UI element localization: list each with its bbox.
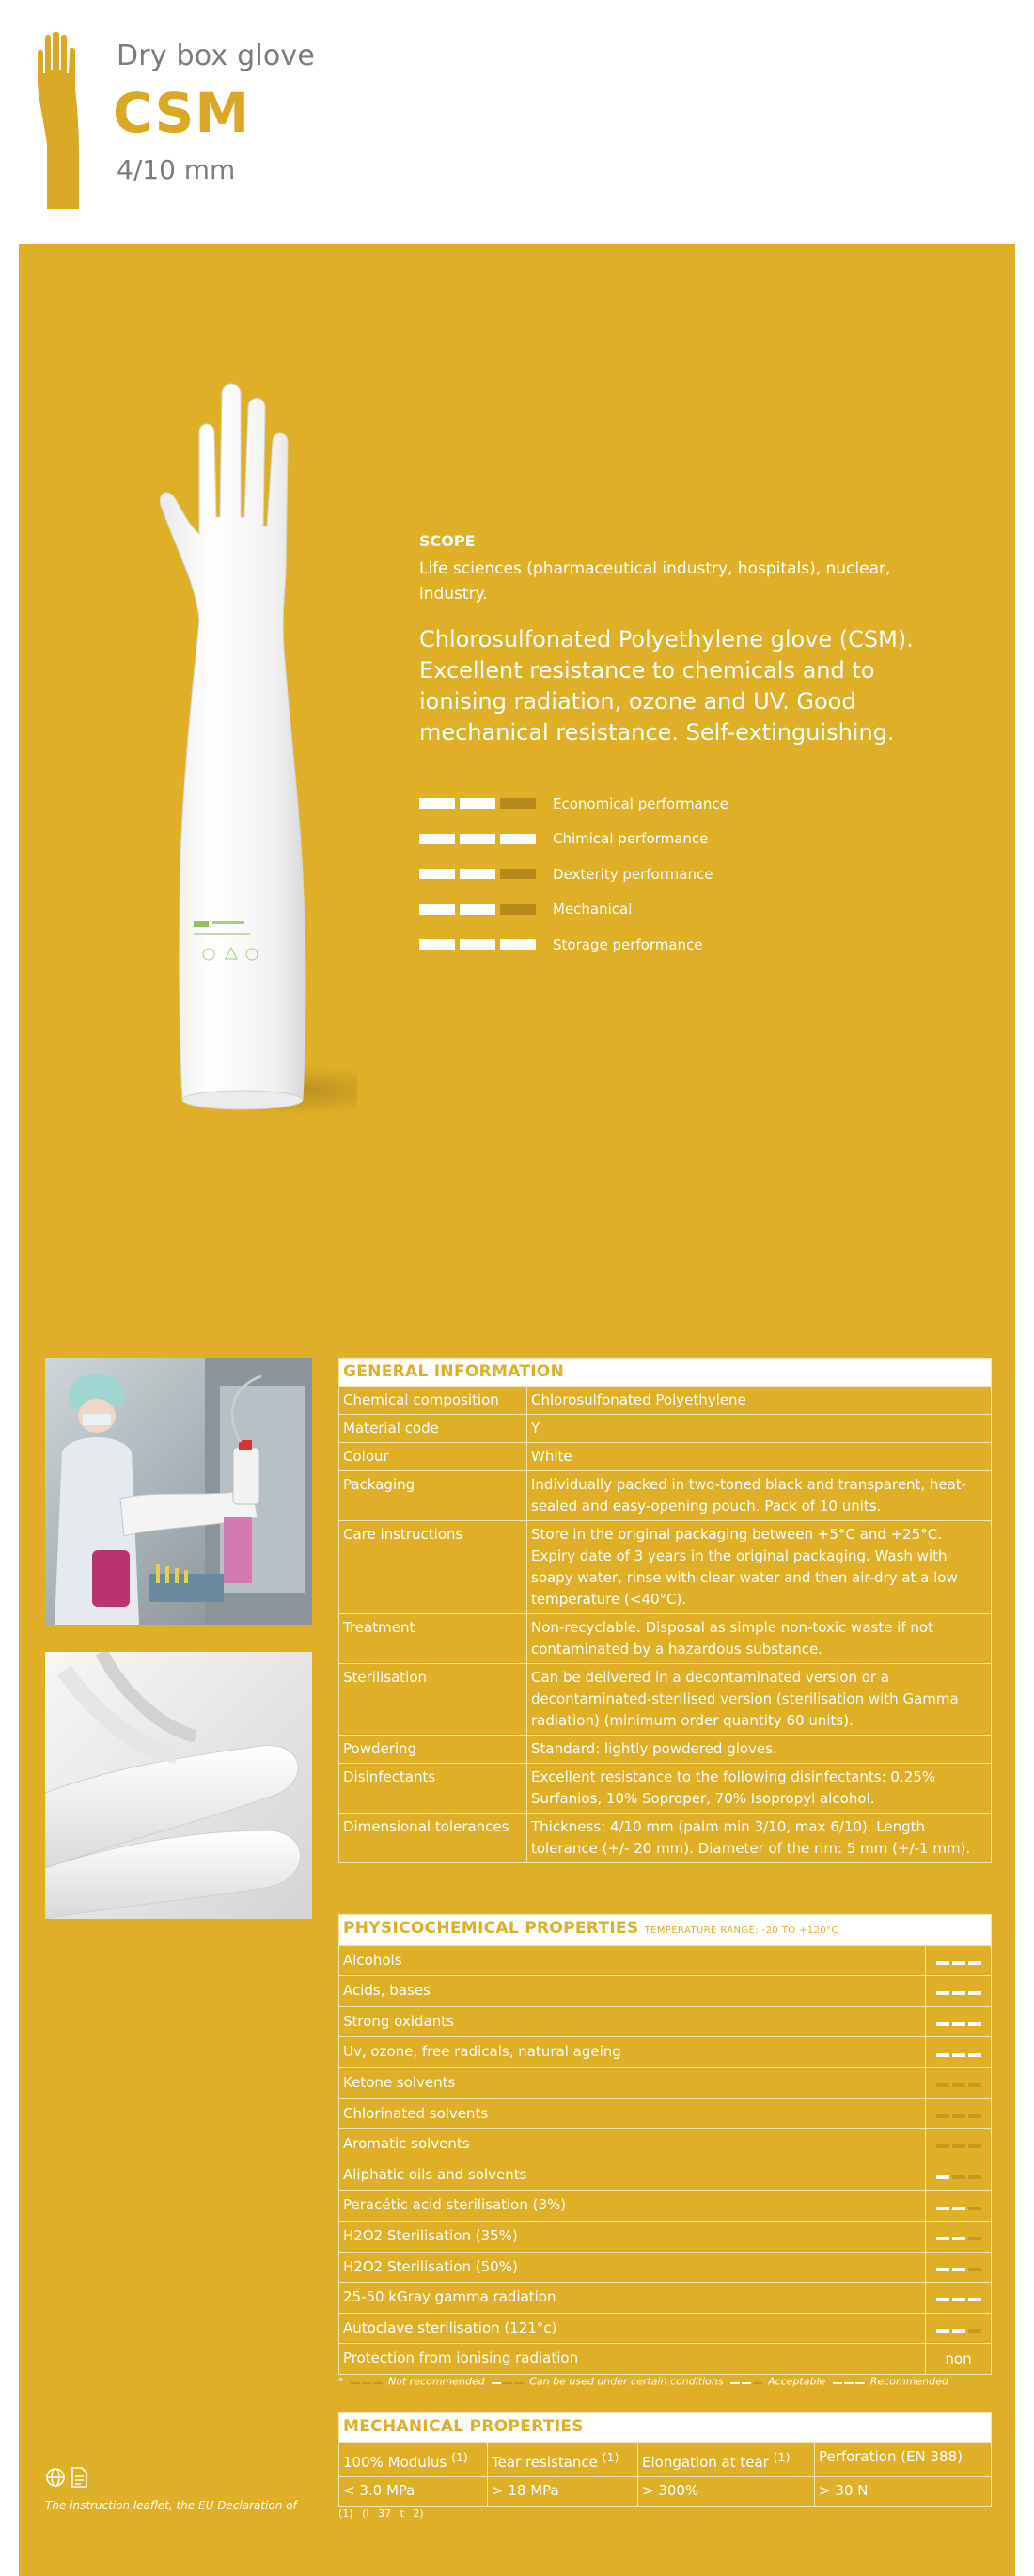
row-value: Non-recyclable. Disposal as simple non-toxic waste if not contaminated by a hazardous substance. [527, 1614, 992, 1664]
table-row [339, 1614, 992, 1664]
product-thickness: 4/10 mm [117, 154, 236, 185]
rating-bars [419, 798, 549, 809]
property-label: Ketone solvents [339, 2067, 926, 2098]
rating-dash-filled [968, 2022, 981, 2026]
property-rating [926, 2191, 992, 2222]
table-row [339, 2098, 992, 2129]
table-row [339, 1471, 992, 1521]
rating-bar-filled [460, 904, 495, 915]
property-label: Aromatic solvents [339, 2129, 926, 2160]
performance-label: Storage performance [553, 935, 703, 953]
table-row [339, 2313, 992, 2344]
table-row [339, 2067, 992, 2098]
property-label: Protection from ionising radiation [339, 2344, 926, 2375]
physicochemical-title: PHYSICOCHEMICAL PROPERTIES [343, 1919, 639, 1938]
performance-ratings [419, 786, 908, 963]
table-row [339, 1415, 992, 1443]
property-rating [926, 2160, 992, 2191]
rating-dash-filled [968, 1961, 981, 1965]
column-header: 100% Modulus $^{(1)}$ [339, 2443, 488, 2477]
rating-dash-filled [952, 2298, 965, 2301]
legend-bars-recommended [833, 2375, 867, 2387]
row-key: Colour [339, 1443, 527, 1471]
rating-bar-filled [500, 834, 536, 844]
row-value: Individually packed in two-toned black and transparent, heat-sealed and easy-opening pouch. Pack of 10 units. [527, 1471, 992, 1521]
rating-bar-filled [460, 834, 495, 844]
rating-bar-filled [419, 904, 455, 915]
rating-dash-filled [952, 2237, 965, 2240]
property-rating [926, 2129, 992, 2160]
rating-dash-filled [936, 2207, 949, 2210]
table-row [339, 1945, 992, 1976]
scope-heading: SCOPE [419, 532, 476, 550]
rating-bars [419, 834, 549, 844]
mechanical-heading: MECHANICAL PROPERTIES [339, 2413, 992, 2443]
rating-indicator [936, 2053, 981, 2057]
rating-dash-empty [968, 2083, 981, 2087]
table-row [339, 1387, 992, 1415]
performance-row [419, 892, 908, 928]
cell-value: > 30 N [815, 2477, 992, 2507]
rating-dash-empty [968, 2207, 981, 2210]
rating-dash-empty [968, 2268, 981, 2271]
rating-dash-filled [952, 1961, 965, 1965]
performance-row [419, 822, 908, 857]
rating-indicator [936, 2207, 981, 2210]
property-label: Peracétic acid sterilisation (3%) [339, 2191, 926, 2222]
legend-recommended: Recommended [870, 2375, 948, 2388]
table-row [339, 2283, 992, 2314]
rating-dash-empty [952, 2175, 965, 2179]
footnote: (1) (I 37 t 2) [338, 2507, 424, 2520]
physicochemical-properties-table [338, 1914, 992, 2375]
rating-dash-filled [952, 2022, 965, 2026]
property-label: Strong oxidants [339, 2006, 926, 2037]
table-row [339, 1443, 992, 1471]
rating-indicator [936, 2022, 981, 2026]
property-rating [926, 2006, 992, 2037]
performance-label: Mechanical [553, 901, 633, 919]
row-key: Chemical composition [339, 1387, 527, 1415]
property-rating [926, 2098, 992, 2129]
rating-indicator [936, 2083, 981, 2087]
rating-dash-empty [968, 2237, 981, 2240]
rating-bar-filled [419, 869, 455, 879]
row-key: Material code [339, 1415, 527, 1443]
table-row [339, 2160, 992, 2191]
cell-value: < 3.0 MPa [339, 2477, 488, 2507]
column-header: Elongation at tear $^{(1)}$ [638, 2443, 815, 2477]
property-label: Autoclave sterilisation (121°c) [339, 2313, 926, 2344]
legend-star: * [338, 2375, 344, 2388]
property-label: Alcohols [339, 1945, 926, 1976]
legend-not-recommended: Not recommended [388, 2375, 485, 2388]
property-rating [926, 2313, 992, 2344]
rating-dash-filled [952, 2207, 965, 2210]
rating-dash-empty [952, 2144, 965, 2148]
table-row [339, 2037, 992, 2068]
rating-bar-empty [500, 798, 536, 809]
table-row [339, 2344, 992, 2375]
physicochemical-heading [339, 1915, 992, 1946]
rating-bar-filled [460, 798, 495, 809]
table-row [339, 1976, 992, 2007]
rating-bars [419, 904, 549, 915]
product-title: CSM [113, 81, 251, 145]
row-value: Store in the original packaging between +5°C and +25°C. Expiry date of 3 years in the original packaging. Wash with soapy water, rinse with clear water and then air-dry at a low temperature (<40°C). [527, 1521, 992, 1614]
scope-text: Life sciences (pharmaceutical industry, hospitals), nuclear, industry. [419, 559, 891, 604]
temperature-range: TEMPERATURE RANGE: -20 TO +120°C [644, 1925, 838, 1936]
performance-label: Chimical performance [553, 830, 709, 848]
cell-value: > 18 MPa [488, 2477, 638, 2507]
glove-product-image [141, 367, 357, 1128]
globe-icon[interactable] [45, 2467, 66, 2488]
row-key: Powdering [339, 1736, 527, 1764]
property-label: 25-50 kGray gamma radiation [339, 2283, 926, 2314]
footer-note: The instruction leaflet, the EU Declaration of [45, 2499, 297, 2512]
property-rating [926, 2283, 992, 2314]
rating-dash-empty [968, 2175, 981, 2179]
rating-legend [338, 2375, 948, 2389]
table-row [339, 1764, 992, 1814]
rating-bar-filled [460, 869, 495, 879]
table-header-row [339, 2443, 992, 2477]
document-icon[interactable] [70, 2467, 88, 2488]
property-rating [926, 2221, 992, 2252]
performance-row [419, 786, 908, 822]
row-value: Excellent resistance to the following disinfectants: 0.25% Surfanios, 10% Soproper, 70% Isopropyl alcohol. [527, 1764, 992, 1814]
rating-bar-empty [500, 869, 536, 879]
table-row [339, 1664, 992, 1736]
glove-logo-icon [34, 32, 88, 209]
table-row [339, 2191, 992, 2222]
rating-dash-filled [952, 1991, 965, 1995]
rating-bar-filled [419, 798, 455, 809]
performance-row [419, 856, 908, 892]
row-value: Y [527, 1415, 992, 1443]
rating-dash-filled [968, 2053, 981, 2057]
rating-dash-empty [936, 2114, 949, 2118]
rating-dash-filled [952, 2268, 965, 2271]
product-description: Chlorosulfonated Polyethylene glove (CSM). Excellent resistance to chemicals and to ionising radiation, ozone and UV. Good mechanical resistance. Self-extinguishing. [419, 626, 914, 746]
column-header: Perforation (EN 388) [815, 2443, 992, 2477]
rating-dash-empty [952, 2083, 965, 2087]
rating-dash-filled [968, 2298, 981, 2301]
row-key: Sterilisation [339, 1664, 527, 1736]
rating-dash-filled [936, 2237, 949, 2240]
property-label: H2O2 Sterilisation (50%) [339, 2252, 926, 2283]
rating-bar-filled [419, 834, 455, 844]
rating-dash-filled [936, 1991, 949, 1995]
performance-label: Dexterity performance [553, 865, 713, 883]
rating-bar-filled [460, 939, 495, 950]
row-value: White [527, 1443, 992, 1471]
performance-label: Economical performance [553, 794, 728, 812]
property-rating [926, 2252, 992, 2283]
rating-indicator [936, 2268, 981, 2271]
rating-dash-empty [968, 2329, 981, 2333]
property-label: Uv, ozone, free radicals, natural ageing [339, 2037, 926, 2068]
property-label: Aliphatic oils and solvents [339, 2160, 926, 2191]
rating-indicator [936, 2298, 981, 2301]
rating-indicator [936, 2237, 981, 2240]
property-rating-text: non [926, 2344, 992, 2375]
row-key: Treatment [339, 1614, 527, 1664]
rating-dash-filled [968, 1991, 981, 1995]
general-information-heading: GENERAL INFORMATION [339, 1359, 992, 1387]
rating-bars [419, 869, 549, 879]
product-subtitle: Dry box glove [117, 39, 316, 72]
property-rating [926, 1976, 992, 2007]
property-label: Acids, bases [339, 1976, 926, 2007]
property-label: H2O2 Sterilisation (35%) [339, 2221, 926, 2252]
table-row [339, 2252, 992, 2283]
legend-bars-conditions [492, 2375, 525, 2387]
rating-dash-filled [952, 2053, 965, 2057]
glove-closeup-photo [45, 1652, 312, 1919]
property-label: Chlorinated solvents [339, 2098, 926, 2129]
row-key: Disinfectants [339, 1764, 527, 1814]
property-rating [926, 2037, 992, 2068]
legend-bars-acceptable [730, 2375, 764, 2387]
rating-indicator [936, 2175, 981, 2179]
table-row [339, 2221, 992, 2252]
legend-acceptable: Acceptable [768, 2375, 826, 2388]
table-row [339, 1736, 992, 1764]
row-value: Chlorosulfonated Polyethylene [527, 1387, 992, 1415]
property-rating [926, 1945, 992, 1976]
table-row [339, 2129, 992, 2160]
rating-indicator [936, 2329, 981, 2333]
rating-dash-filled [952, 2329, 965, 2333]
row-key: Packaging [339, 1471, 527, 1521]
legend-bars-not-recommended [351, 2375, 384, 2387]
rating-bar-filled [500, 939, 536, 950]
row-value: Can be delivered in a decontaminated version or a decontaminated-sterilised version (sterilisation with Gamma radiation) (minimum order quantity 60 units). [527, 1664, 992, 1736]
rating-dash-filled [936, 2053, 949, 2057]
rating-indicator [936, 1961, 981, 1965]
rating-bar-filled [419, 939, 455, 950]
rating-dash-filled [936, 2298, 949, 2301]
rating-indicator [936, 1991, 981, 1995]
lab-photo [45, 1358, 312, 1625]
rating-dash-filled [936, 2268, 949, 2271]
rating-bars [419, 939, 549, 950]
row-value: Thickness: 4/10 mm (palm min 3/10, max 6/10). Length tolerance (+/- 20 mm). Diameter of the rim: 5 mm (+/-1 mm). [527, 1814, 992, 1863]
rating-dash-empty [968, 2144, 981, 2148]
property-rating [926, 2067, 992, 2098]
rating-dash-filled [936, 1961, 949, 1965]
table-row [339, 2477, 992, 2507]
mechanical-properties-table [338, 2412, 992, 2507]
rating-bar-empty [500, 904, 536, 915]
row-value: Standard: lightly powdered gloves. [527, 1736, 992, 1764]
rating-dash-empty [952, 2114, 965, 2118]
legend-conditions: Can be used under certain conditions [529, 2375, 724, 2388]
cell-value: > 300% [638, 2477, 815, 2507]
row-key: Dimensional tolerances [339, 1814, 527, 1863]
footer-icons [45, 2467, 88, 2488]
rating-indicator [936, 2114, 981, 2118]
performance-row [419, 927, 908, 963]
rating-dash-empty [936, 2083, 949, 2087]
rating-dash-empty [936, 2144, 949, 2148]
column-header: Tear resistance $^{(1)}$ [488, 2443, 638, 2477]
row-key: Care instructions [339, 1521, 527, 1614]
table-row [339, 1521, 992, 1614]
rating-dash-filled [936, 2175, 949, 2179]
general-information-table [338, 1358, 992, 1863]
rating-dash-filled [936, 2329, 949, 2333]
table-row [339, 1814, 992, 1863]
rating-indicator [936, 2144, 981, 2148]
rating-dash-empty [968, 2114, 981, 2118]
rating-dash-filled [936, 2022, 949, 2026]
table-row [339, 2006, 992, 2037]
